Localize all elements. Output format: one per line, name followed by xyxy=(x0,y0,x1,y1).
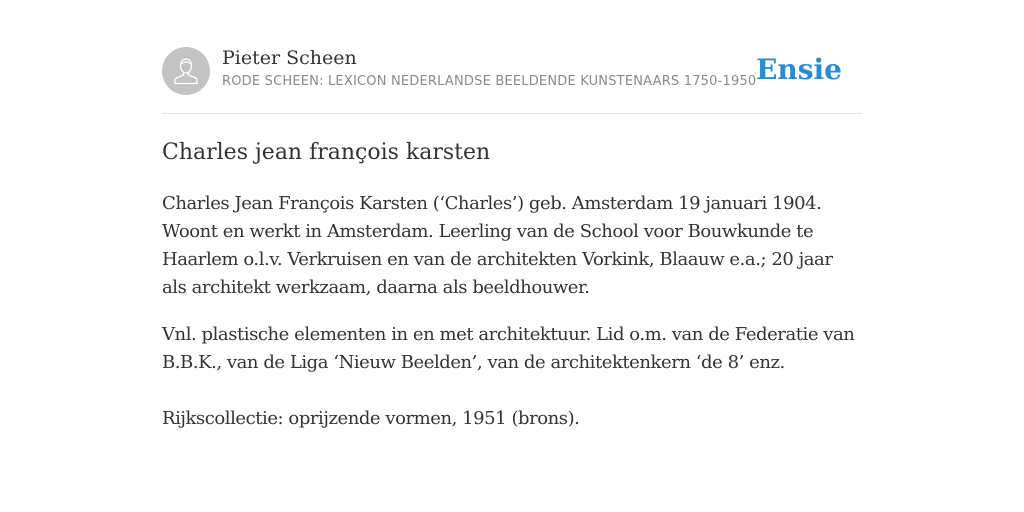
entry-title: Charles jean françois karsten xyxy=(162,140,491,165)
header-divider xyxy=(162,113,862,114)
user-avatar-icon xyxy=(162,47,210,95)
entry-paragraph: Charles Jean François Karsten (‘Charles’) geb. Amsterdam 19 januari 1904. Woont en werkt in Amsterdam. Leerling van de School voor Bouwkunde te Haarlem o.l.v. Verkruisen en van de architekten Vorkink, Blaauw e.a.; 20 jaar als architekt werkzaam, daarna als beeldhouwer. xyxy=(162,193,833,298)
author-name[interactable]: Pieter Scheen xyxy=(222,47,357,69)
entry-paragraph: Rijkscollectie: oprijzende vormen, 1951 (brons). xyxy=(162,408,580,429)
entry-paragraph: Vnl. plastische elementen in en met architektuur. Lid o.m. van de Federatie van B.B.K., van de Liga ‘Nieuw Beelden’, van de architektenkern ‘de 8’ enz. xyxy=(162,324,855,373)
entry-header xyxy=(162,46,862,96)
ensie-logo[interactable]: Ensie xyxy=(756,53,842,86)
source-title[interactable]: RODE SCHEEN: LEXICON NEDERLANDSE BEELDENDE KUNSTENAARS 1750-1950 xyxy=(222,74,757,89)
